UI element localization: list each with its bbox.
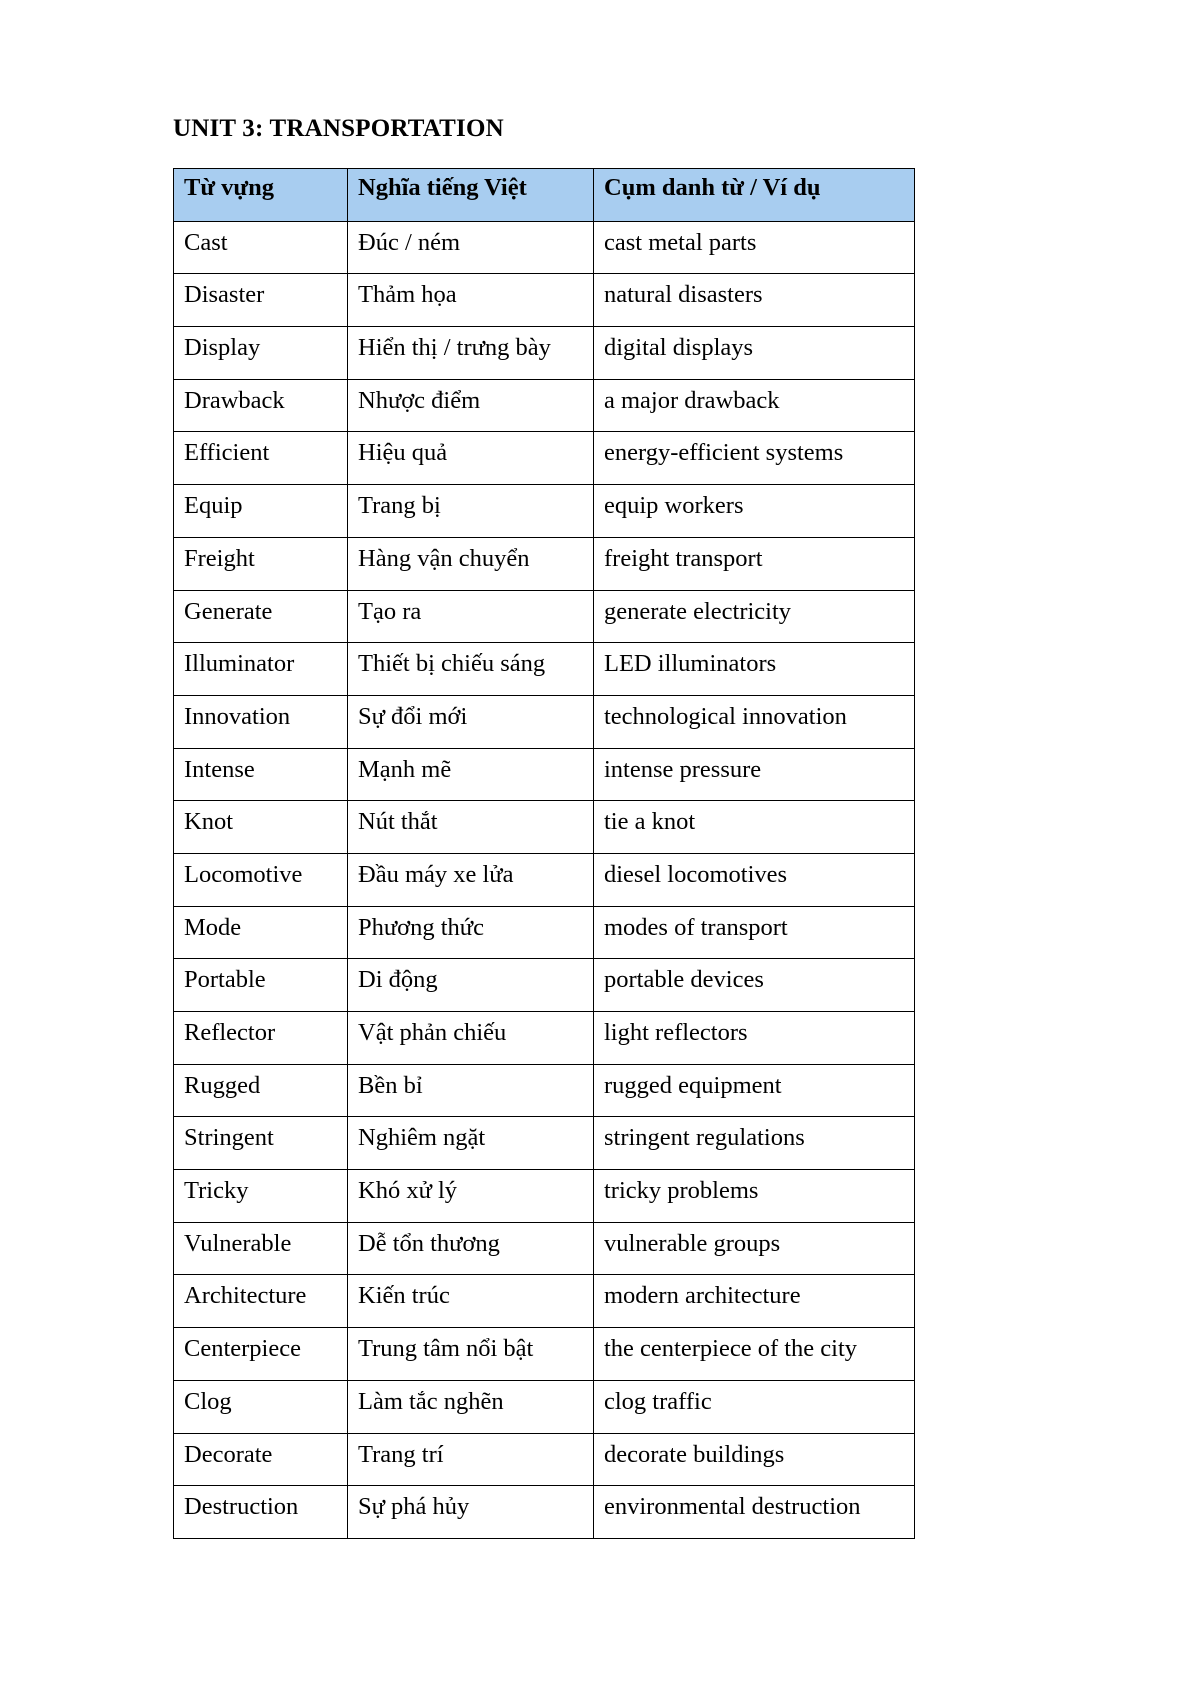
page-title: UNIT 3: TRANSPORTATION: [173, 115, 504, 142]
table-row: [174, 1170, 915, 1223]
table-row: [174, 274, 915, 327]
cell-word: Clog: [174, 1380, 348, 1433]
cell-example: tricky problems: [594, 1170, 915, 1223]
table-row: [174, 1275, 915, 1328]
table-row: [174, 1012, 915, 1065]
table-body: [174, 221, 915, 1538]
cell-meaning: Sự đổi mới: [348, 695, 594, 748]
cell-word: Knot: [174, 801, 348, 854]
header-vietnamese-meaning: Nghĩa tiếng Việt: [348, 169, 594, 222]
cell-word: Illuminator: [174, 643, 348, 696]
cell-word: Intense: [174, 748, 348, 801]
cell-word: Equip: [174, 485, 348, 538]
table-row: [174, 748, 915, 801]
cell-example: portable devices: [594, 959, 915, 1012]
cell-word: Stringent: [174, 1117, 348, 1170]
cell-example: the centerpiece of the city: [594, 1328, 915, 1381]
cell-meaning: Thảm họa: [348, 274, 594, 327]
table-row: [174, 643, 915, 696]
table-row: [174, 590, 915, 643]
cell-meaning: Di động: [348, 959, 594, 1012]
table-row: [174, 1433, 915, 1486]
cell-word: Cast: [174, 221, 348, 274]
cell-meaning: Hàng vận chuyển: [348, 537, 594, 590]
cell-example: freight transport: [594, 537, 915, 590]
cell-meaning: Nhược điểm: [348, 379, 594, 432]
table-row: [174, 695, 915, 748]
cell-meaning: Dễ tổn thương: [348, 1222, 594, 1275]
header-row: [174, 169, 915, 222]
cell-meaning: Hiệu quả: [348, 432, 594, 485]
cell-example: rugged equipment: [594, 1064, 915, 1117]
cell-example: digital displays: [594, 327, 915, 380]
cell-example: modern architecture: [594, 1275, 915, 1328]
cell-example: clog traffic: [594, 1380, 915, 1433]
cell-meaning: Khó xử lý: [348, 1170, 594, 1223]
cell-meaning: Kiến trúc: [348, 1275, 594, 1328]
cell-example: a major drawback: [594, 379, 915, 432]
cell-meaning: Làm tắc nghẽn: [348, 1380, 594, 1433]
cell-meaning: Tạo ra: [348, 590, 594, 643]
table-row: [174, 853, 915, 906]
cell-word: Destruction: [174, 1486, 348, 1539]
cell-meaning: Hiển thị / trưng bày: [348, 327, 594, 380]
cell-example: cast metal parts: [594, 221, 915, 274]
table-row: [174, 1380, 915, 1433]
cell-word: Display: [174, 327, 348, 380]
table-row: [174, 537, 915, 590]
cell-word: Disaster: [174, 274, 348, 327]
cell-word: Tricky: [174, 1170, 348, 1223]
vocabulary-table: [173, 168, 915, 1539]
header-vocabulary: Từ vựng: [174, 169, 348, 222]
table-row: [174, 1117, 915, 1170]
table-row: [174, 1064, 915, 1117]
cell-meaning: Trang trí: [348, 1433, 594, 1486]
cell-example: generate electricity: [594, 590, 915, 643]
cell-meaning: Đúc / ném: [348, 221, 594, 274]
header-phrase-example: Cụm danh từ / Ví dụ: [594, 169, 915, 222]
cell-meaning: Vật phản chiếu: [348, 1012, 594, 1065]
table-row: [174, 1328, 915, 1381]
cell-meaning: Bền bỉ: [348, 1064, 594, 1117]
cell-example: stringent regulations: [594, 1117, 915, 1170]
cell-word: Centerpiece: [174, 1328, 348, 1381]
cell-word: Mode: [174, 906, 348, 959]
cell-example: vulnerable groups: [594, 1222, 915, 1275]
cell-meaning: Nghiêm ngặt: [348, 1117, 594, 1170]
cell-meaning: Trang bị: [348, 485, 594, 538]
table-row: [174, 906, 915, 959]
table-row: [174, 221, 915, 274]
cell-meaning: Thiết bị chiếu sáng: [348, 643, 594, 696]
table-row: [174, 379, 915, 432]
cell-meaning: Đầu máy xe lửa: [348, 853, 594, 906]
cell-example: light reflectors: [594, 1012, 915, 1065]
cell-word: Efficient: [174, 432, 348, 485]
cell-word: Freight: [174, 537, 348, 590]
table-row: [174, 327, 915, 380]
table-row: [174, 959, 915, 1012]
cell-word: Locomotive: [174, 853, 348, 906]
cell-example: natural disasters: [594, 274, 915, 327]
table-row: [174, 485, 915, 538]
cell-example: technological innovation: [594, 695, 915, 748]
cell-word: Reflector: [174, 1012, 348, 1065]
cell-example: decorate buildings: [594, 1433, 915, 1486]
cell-example: environmental destruction: [594, 1486, 915, 1539]
cell-example: intense pressure: [594, 748, 915, 801]
cell-word: Architecture: [174, 1275, 348, 1328]
cell-example: energy-efficient systems: [594, 432, 915, 485]
cell-meaning: Phương thức: [348, 906, 594, 959]
cell-word: Drawback: [174, 379, 348, 432]
cell-word: Vulnerable: [174, 1222, 348, 1275]
cell-example: modes of transport: [594, 906, 915, 959]
cell-example: tie a knot: [594, 801, 915, 854]
table-row: [174, 1222, 915, 1275]
cell-word: Generate: [174, 590, 348, 643]
cell-meaning: Sự phá hủy: [348, 1486, 594, 1539]
cell-word: Decorate: [174, 1433, 348, 1486]
cell-word: Rugged: [174, 1064, 348, 1117]
cell-meaning: Trung tâm nổi bật: [348, 1328, 594, 1381]
cell-word: Portable: [174, 959, 348, 1012]
cell-example: equip workers: [594, 485, 915, 538]
table-row: [174, 1486, 915, 1539]
table-row: [174, 432, 915, 485]
cell-example: diesel locomotives: [594, 853, 915, 906]
cell-example: LED illuminators: [594, 643, 915, 696]
table-row: [174, 801, 915, 854]
cell-meaning: Mạnh mẽ: [348, 748, 594, 801]
cell-word: Innovation: [174, 695, 348, 748]
cell-meaning: Nút thắt: [348, 801, 594, 854]
table-header: [174, 169, 915, 222]
